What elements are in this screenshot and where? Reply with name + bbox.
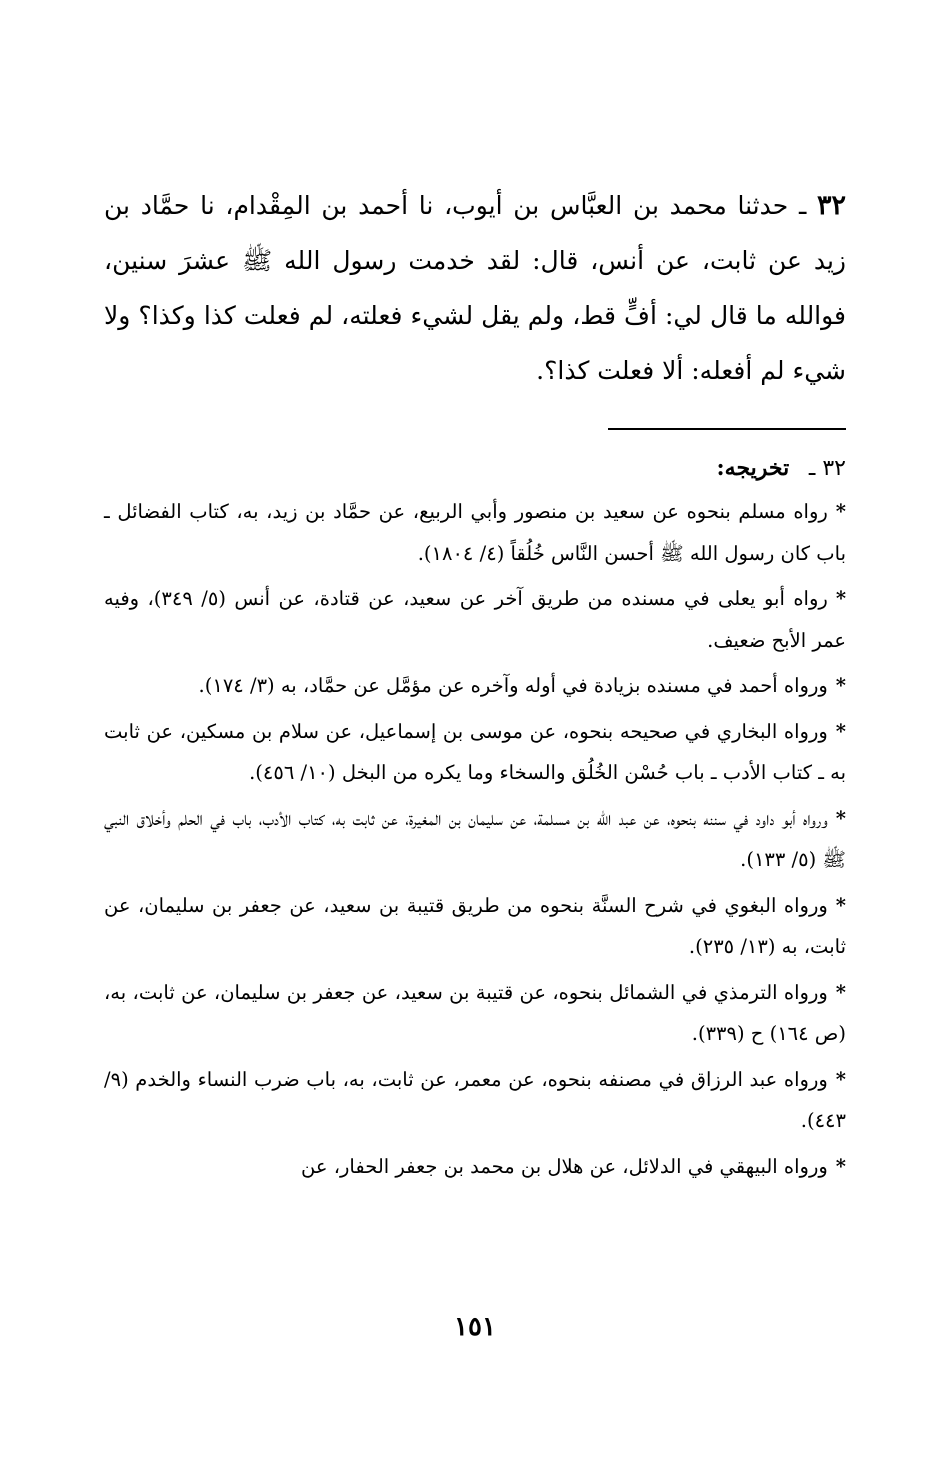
takhrij-note bbox=[104, 972, 846, 1055]
hadith-number: ٣٢ bbox=[817, 190, 847, 221]
note-text: ورواه عبد الرزاق في مصنفه بنحوه، عن معمر، عن ثابت، به، باب ضرب النساء والخدم (٩/ ٤٤٣). bbox=[104, 1067, 846, 1132]
note-marker: * bbox=[835, 1154, 846, 1178]
note-marker: * bbox=[835, 719, 846, 743]
note-marker: * bbox=[835, 1067, 846, 1091]
page-body bbox=[104, 178, 846, 1191]
note-text: رواه أبو يعلى في مسنده من طريق آخر عن سعيد، عن قتادة، عن أنس (٥/ ٣٤٩)، وفيه عمر الأبح ضعيف. bbox=[104, 587, 846, 652]
note-text: ورواه البخاري في صحيحه بنحوه، عن موسى بن إسماعيل، عن سلام بن مسكين، عن ثابت به ـ كتاب الأدب ـ باب حُسْن الخُلُق والسخاء وما يكره من البخل (١٠/ ٤٥٦). bbox=[104, 719, 846, 784]
takhrij-label: تخريجه: bbox=[716, 455, 790, 481]
hadith-text: حدثنا محمد بن العبَّاس بن أيوب، نا أحمد بن المِقْدام، نا حمَّاد بن زيد عن ثابت، عن أنس، قال: لقد خدمت رسول الله ﷺ عشرَ سنين، فوالله ما قال لي: أفٍّ قط، ولم يقل لشيء فعلته، لم فعلت كذا وكذا؟ ولا شيء لم أفعله: ألا فعلت كذا؟. bbox=[104, 191, 846, 385]
note-text: ورواه البغوي في شرح السنَّة بنحوه من طريق قتيبة بن سعيد، عن جعفر بن سليمان، عن ثابت، به (١٣/ ٢٣٥). bbox=[104, 893, 846, 958]
note-text: ورواه أحمد في مسنده بزيادة في أوله وآخره عن مؤمَّل عن حمَّاد، به (٣/ ١٧٤). bbox=[198, 674, 828, 697]
note-text: ورواه البيهقي في الدلائل، عن هلال بن محمد بن جعفر الحفار، عن bbox=[301, 1154, 828, 1178]
takhrij-note bbox=[104, 578, 846, 661]
footnote-divider bbox=[608, 428, 846, 430]
hadith-paragraph bbox=[104, 178, 846, 398]
takhrij-note bbox=[104, 711, 846, 794]
note-marker: * bbox=[835, 500, 846, 523]
takhrij-note bbox=[104, 665, 846, 707]
page-number: ١٥١ bbox=[454, 1312, 496, 1342]
note-marker: * bbox=[835, 980, 846, 1004]
takhrij-heading bbox=[104, 448, 846, 489]
takhrij-note bbox=[104, 798, 846, 881]
takhrij-note bbox=[104, 1146, 846, 1188]
note-text: رواه مسلم بنحوه عن سعيد بن منصور وأبي الربيع، عن حمَّاد بن زيد، به، كتاب الفضائل ـ باب كان رسول الله ﷺ أحسن النَّاس خُلُقاً (٤/ ١٨٠٤). bbox=[104, 500, 846, 565]
takhrij-note bbox=[104, 1059, 846, 1142]
note-marker: * bbox=[835, 674, 846, 697]
hadith-separator: ـ bbox=[798, 191, 807, 220]
note-marker: * bbox=[835, 587, 847, 610]
note-text: ورواه أبو داود في سننه بنحوه، عن عبد الله بن مسلمة، عن سليمان بن المغيرة، عن ثابت به، كتاب الأدب، باب في الحلم وأخلاق النبي ﷺ (٥/ ١٣٣). bbox=[104, 806, 846, 871]
takhrij-note bbox=[104, 885, 846, 968]
takhrij-note bbox=[104, 491, 846, 574]
note-marker: * bbox=[835, 893, 846, 917]
takhrij-number: ٣٢ ـ bbox=[808, 456, 846, 481]
note-text: ورواه الترمذي في الشمائل بنحوه، عن قتيبة بن سعيد، عن جعفر بن سليمان، عن ثابت، به، (ص ١٦٤) ح (٣٣٩). bbox=[104, 980, 846, 1045]
takhrij-notes bbox=[104, 491, 846, 1187]
note-marker: * bbox=[835, 806, 846, 830]
